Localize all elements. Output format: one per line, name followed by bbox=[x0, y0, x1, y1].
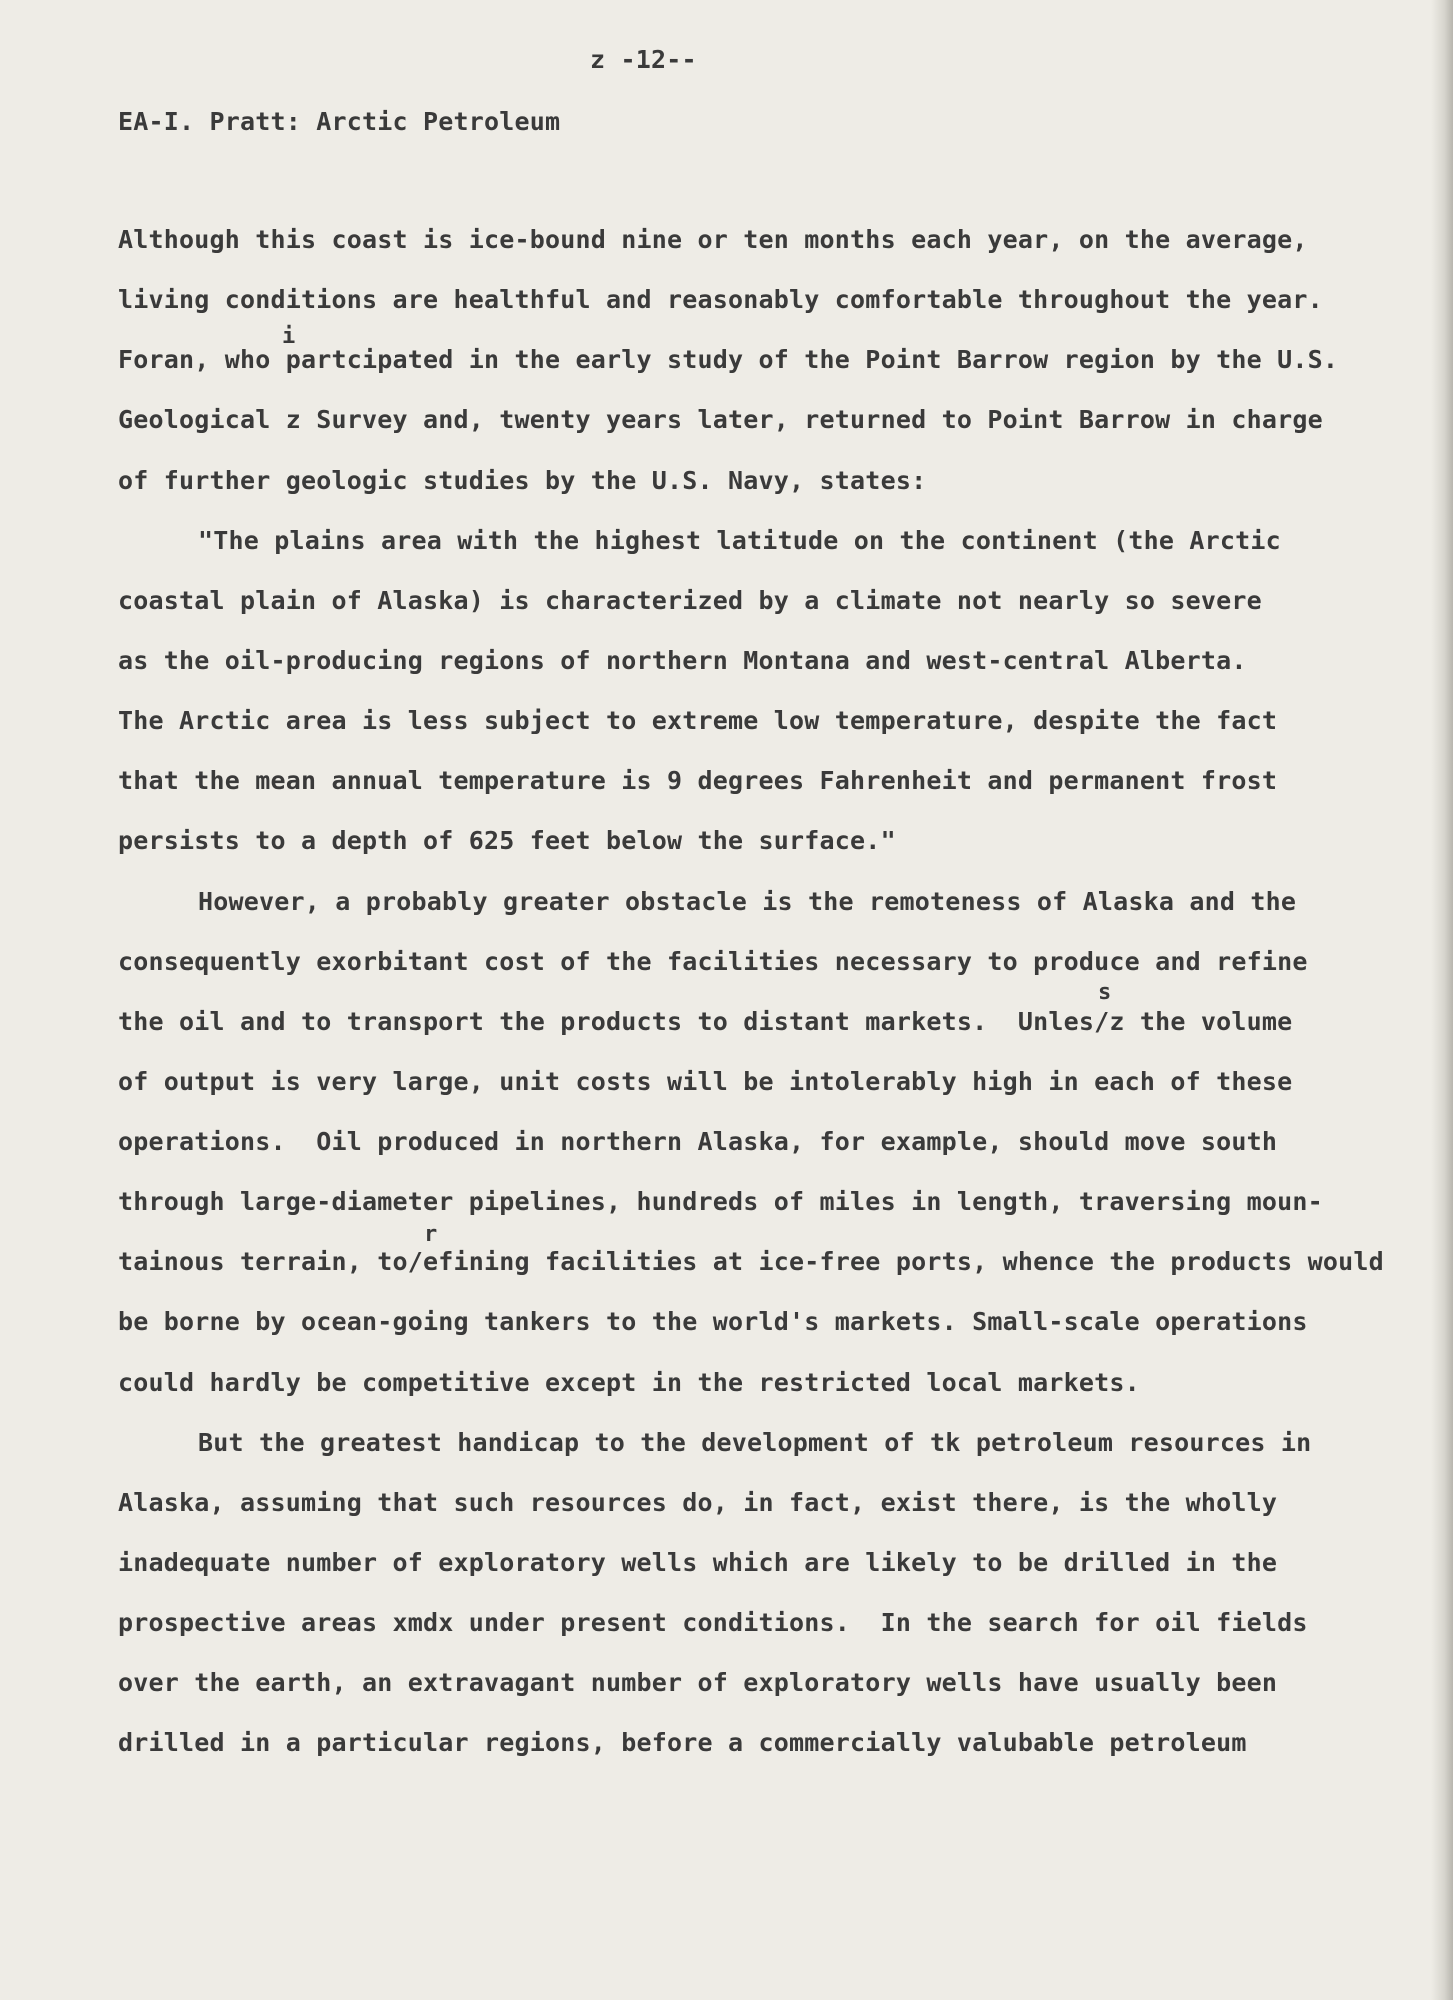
text-line: The Arctic area is less subject to extreme low temperature, despite the fact bbox=[118, 706, 1278, 735]
text-line: However, a probably greater obstacle is the remoteness of Alaska and the bbox=[198, 887, 1297, 916]
text-line: Geological z Survey and, twenty years later, returned to Point Barrow in charge bbox=[118, 405, 1323, 434]
text-line: operations. Oil produced in northern Alaska, for example, should move south bbox=[118, 1127, 1278, 1156]
text-line: But the greatest handicap to the development of tk petroleum resources in bbox=[198, 1428, 1312, 1457]
text-line: be borne by ocean-going tankers to the world's markets. Small-scale operations bbox=[118, 1307, 1308, 1336]
text-line: could hardly be competitive except in the restricted local markets. bbox=[118, 1368, 1140, 1397]
correction-mark: r bbox=[424, 1222, 438, 1247]
text-line: of further geologic studies by the U.S. Navy, states: bbox=[118, 466, 927, 495]
paper-edge bbox=[1431, 0, 1453, 2000]
text-line: over the earth, an extravagant number of exploratory wells have usually been bbox=[118, 1668, 1278, 1697]
text-line: tainous terrain, to/efining facilities at ice-free ports, whence the products would bbox=[118, 1247, 1384, 1276]
page-number: z -12-- bbox=[590, 45, 697, 74]
text-line: coastal plain of Alaska) is characterized by a climate not nearly so severe bbox=[118, 586, 1262, 615]
text-line: that the mean annual temperature is 9 degrees Fahrenheit and permanent frost bbox=[118, 766, 1278, 795]
text-line: the oil and to transport the products to distant markets. Unles/z the volume bbox=[118, 1007, 1293, 1036]
text-line: living conditions are healthful and reasonably comfortable throughout the year. bbox=[118, 285, 1323, 314]
correction-mark: s bbox=[1098, 980, 1112, 1005]
correction-mark: i bbox=[282, 324, 296, 349]
text-line: of output is very large, unit costs will be intolerably high in each of these bbox=[118, 1067, 1293, 1096]
text-line: through large-diameter pipelines, hundreds of miles in length, traversing moun- bbox=[118, 1187, 1323, 1216]
document-header: EA-I. Pratt: Arctic Petroleum bbox=[118, 107, 561, 136]
text-line: Although this coast is ice-bound nine or ten months each year, on the average, bbox=[118, 225, 1308, 254]
text-line: persists to a depth of 625 feet below the surface." bbox=[118, 826, 896, 855]
text-line: "The plains area with the highest latitude on the continent (the Arctic bbox=[198, 526, 1281, 555]
text-line: Foran, who partcipated in the early study of the Point Barrow region by the U.S. bbox=[118, 345, 1339, 374]
text-line: prospective areas xmdx under present conditions. In the search for oil fields bbox=[118, 1608, 1308, 1637]
text-line: as the oil-producing regions of northern Montana and west-central Alberta. bbox=[118, 646, 1247, 675]
text-line: Alaska, assuming that such resources do, in fact, exist there, is the wholly bbox=[118, 1488, 1278, 1517]
text-line: drilled in a particular regions, before a commercially valubable petroleum bbox=[118, 1728, 1247, 1757]
text-line: inadequate number of exploratory wells which are likely to be drilled in the bbox=[118, 1548, 1278, 1577]
text-line: consequently exorbitant cost of the facilities necessary to produce and refine bbox=[118, 947, 1308, 976]
